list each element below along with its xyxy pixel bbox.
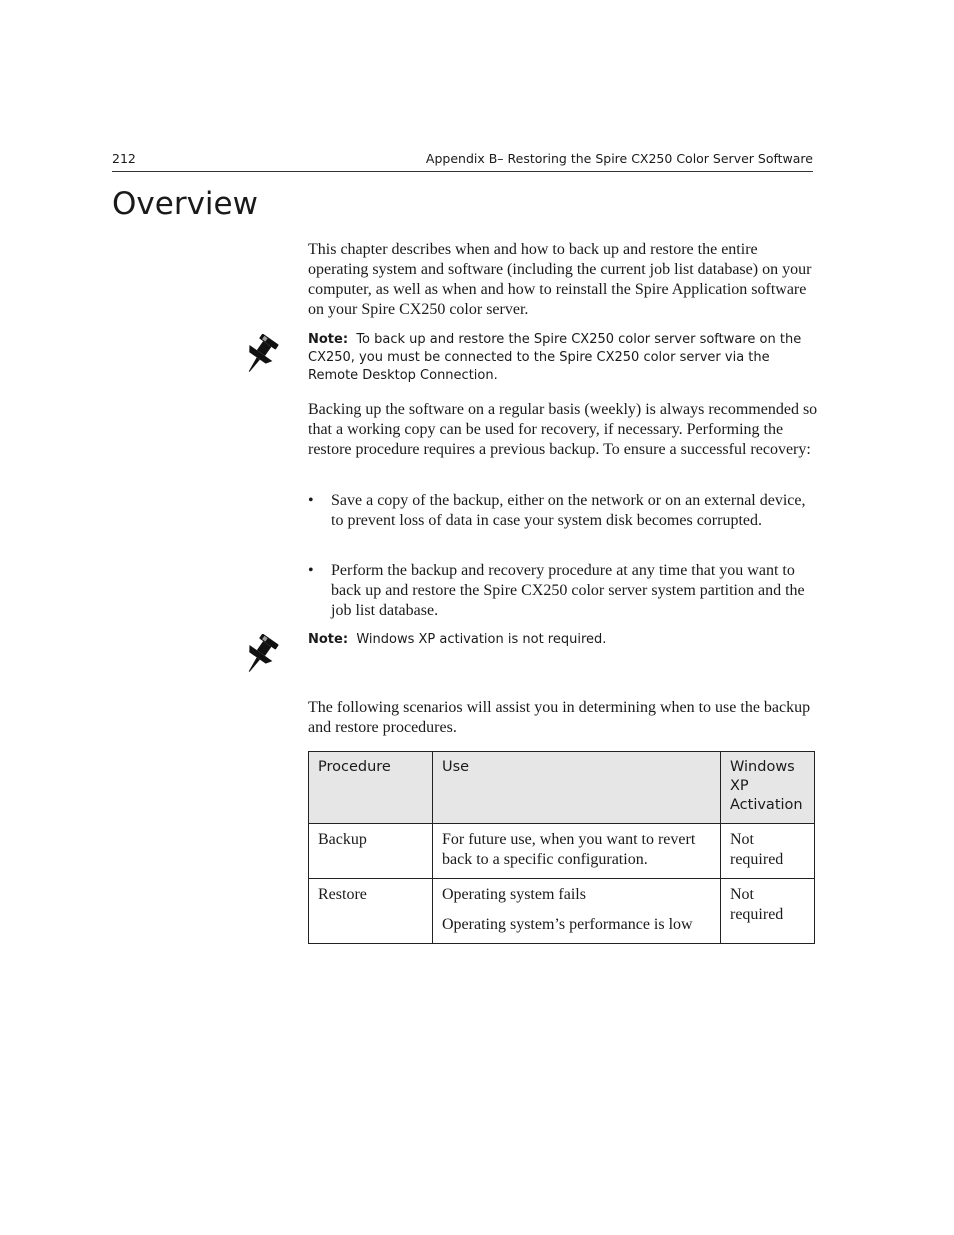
note-activation (308, 631, 818, 649)
page-title: Overview (112, 186, 258, 222)
cell-use (433, 824, 721, 879)
scenarios-paragraph: The following scenarios will assist you in determining when to use the backup and restore procedures. (308, 699, 811, 736)
pushpin-icon (240, 334, 284, 376)
cell-use (433, 879, 721, 944)
bullet-marker: • (308, 562, 314, 579)
bullet-marker: • (308, 492, 314, 509)
table-row (309, 879, 815, 944)
procedures-table (308, 751, 815, 944)
list-item-text: Save a copy of the backup, either on the network or on an external device, to prevent loss of data in case your system disk becomes corrupted. (331, 492, 806, 529)
use-line: Operating system’s performance is low (442, 916, 693, 933)
column-header-procedure: Procedure (309, 752, 433, 824)
cell-procedure: Backup (309, 824, 433, 879)
running-title: Appendix B– Restoring the Spire CX250 Color Server Software (425, 151, 813, 166)
page-number: 212 (112, 151, 136, 166)
note-remote-desktop (308, 331, 818, 385)
cell-activation: Not required (721, 879, 815, 944)
running-header (112, 149, 813, 172)
cell-activation: Not required (721, 824, 815, 879)
pushpin-icon (240, 634, 284, 676)
column-header-activation: Windows XP Activation (721, 752, 815, 824)
use-line: Operating system fails (442, 886, 586, 903)
backup-paragraph: Backing up the software on a regular basis (weekly) is always recommended so that a working copy can be used for recovery, if necessary. Performing the restore procedure requires a previous backup. To ensure a successful recovery: (308, 401, 818, 458)
intro-paragraph: This chapter describes when and how to back up and restore the entire operating system and software (including the current job list database) on your computer, as well as when and how to reinstall the Spire Application software on your Spire CX250 color server. (308, 241, 812, 318)
column-header-use: Use (433, 752, 721, 824)
cell-procedure: Restore (309, 879, 433, 944)
table-header-row (309, 752, 815, 824)
note-label: Note: (308, 332, 349, 347)
table-row (309, 824, 815, 879)
note-label: Note: (308, 632, 349, 647)
use-line: For future use, when you want to revert back to a specific configuration. (442, 831, 696, 868)
note-text: Windows XP activation is not required. (356, 632, 607, 647)
note-text: To back up and restore the Spire CX250 color server software on the CX250, you must be connected to the Spire CX250 color server via the Remote Desktop Connection. (308, 332, 802, 383)
list-item-text: Perform the backup and recovery procedure at any time that you want to back up and restore the Spire CX250 color server system partition and the job list database. (331, 562, 805, 619)
